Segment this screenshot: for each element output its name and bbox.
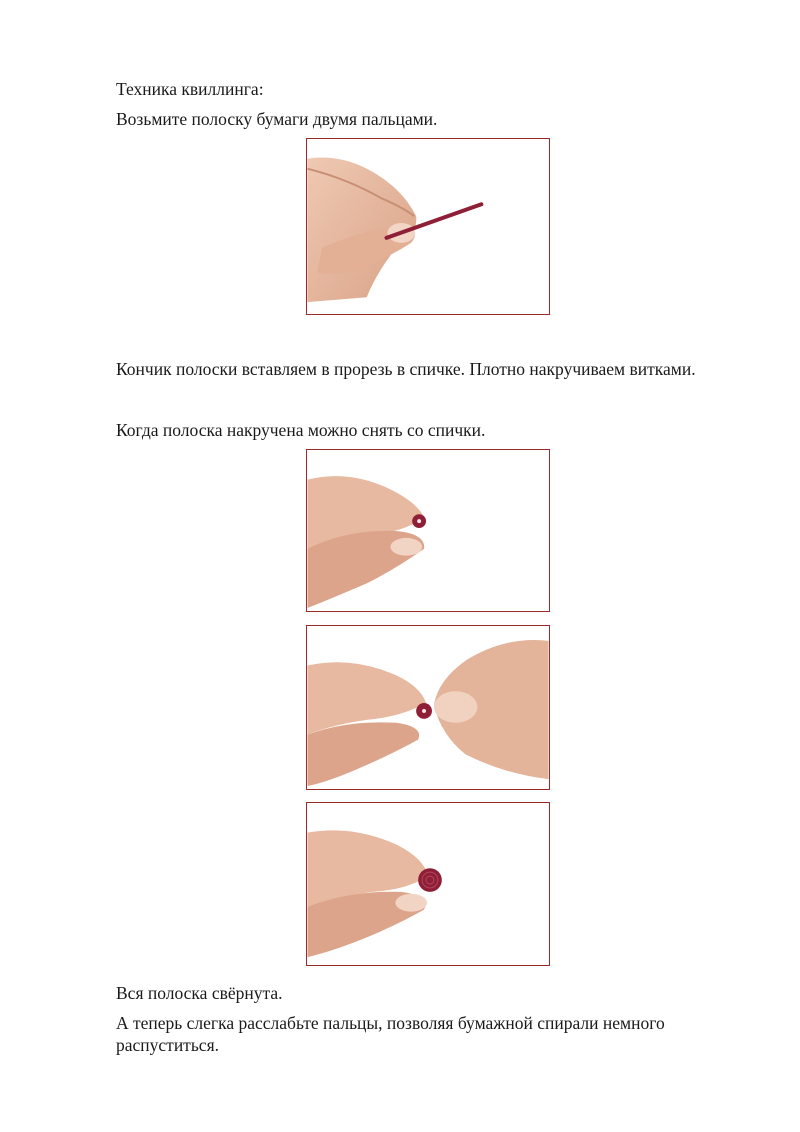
instruction-step-3: Когда полоска накручена можно снять со спички. — [116, 420, 486, 440]
photo-loosened-coil — [306, 802, 550, 966]
two-hands-pinching-coil-illustration — [307, 626, 549, 789]
instruction-step-5: А теперь слегка расслабьте пальцы, позволяя бумажной спирали немного распуститься. — [116, 1013, 665, 1055]
photo-coil-held-in-fingers — [306, 449, 550, 612]
fingers-holding-loosened-coil-illustration — [307, 803, 549, 965]
photo-fingers-holding-strip — [306, 138, 550, 315]
document-heading: Техника квиллинга: — [116, 79, 264, 99]
hand-holding-strip-illustration — [307, 139, 549, 314]
instruction-step-1: Возьмите полоску бумаги двумя пальцами. — [116, 109, 438, 129]
photo-two-hands-pinching-coil — [306, 625, 550, 790]
fingers-holding-coil-illustration — [307, 450, 549, 611]
instruction-step-4: Вся полоска свёрнута. — [116, 983, 283, 1003]
instruction-step-2: Кончик полоски вставляем в прорезь в спичке. Плотно накручиваем витками. — [116, 359, 696, 379]
